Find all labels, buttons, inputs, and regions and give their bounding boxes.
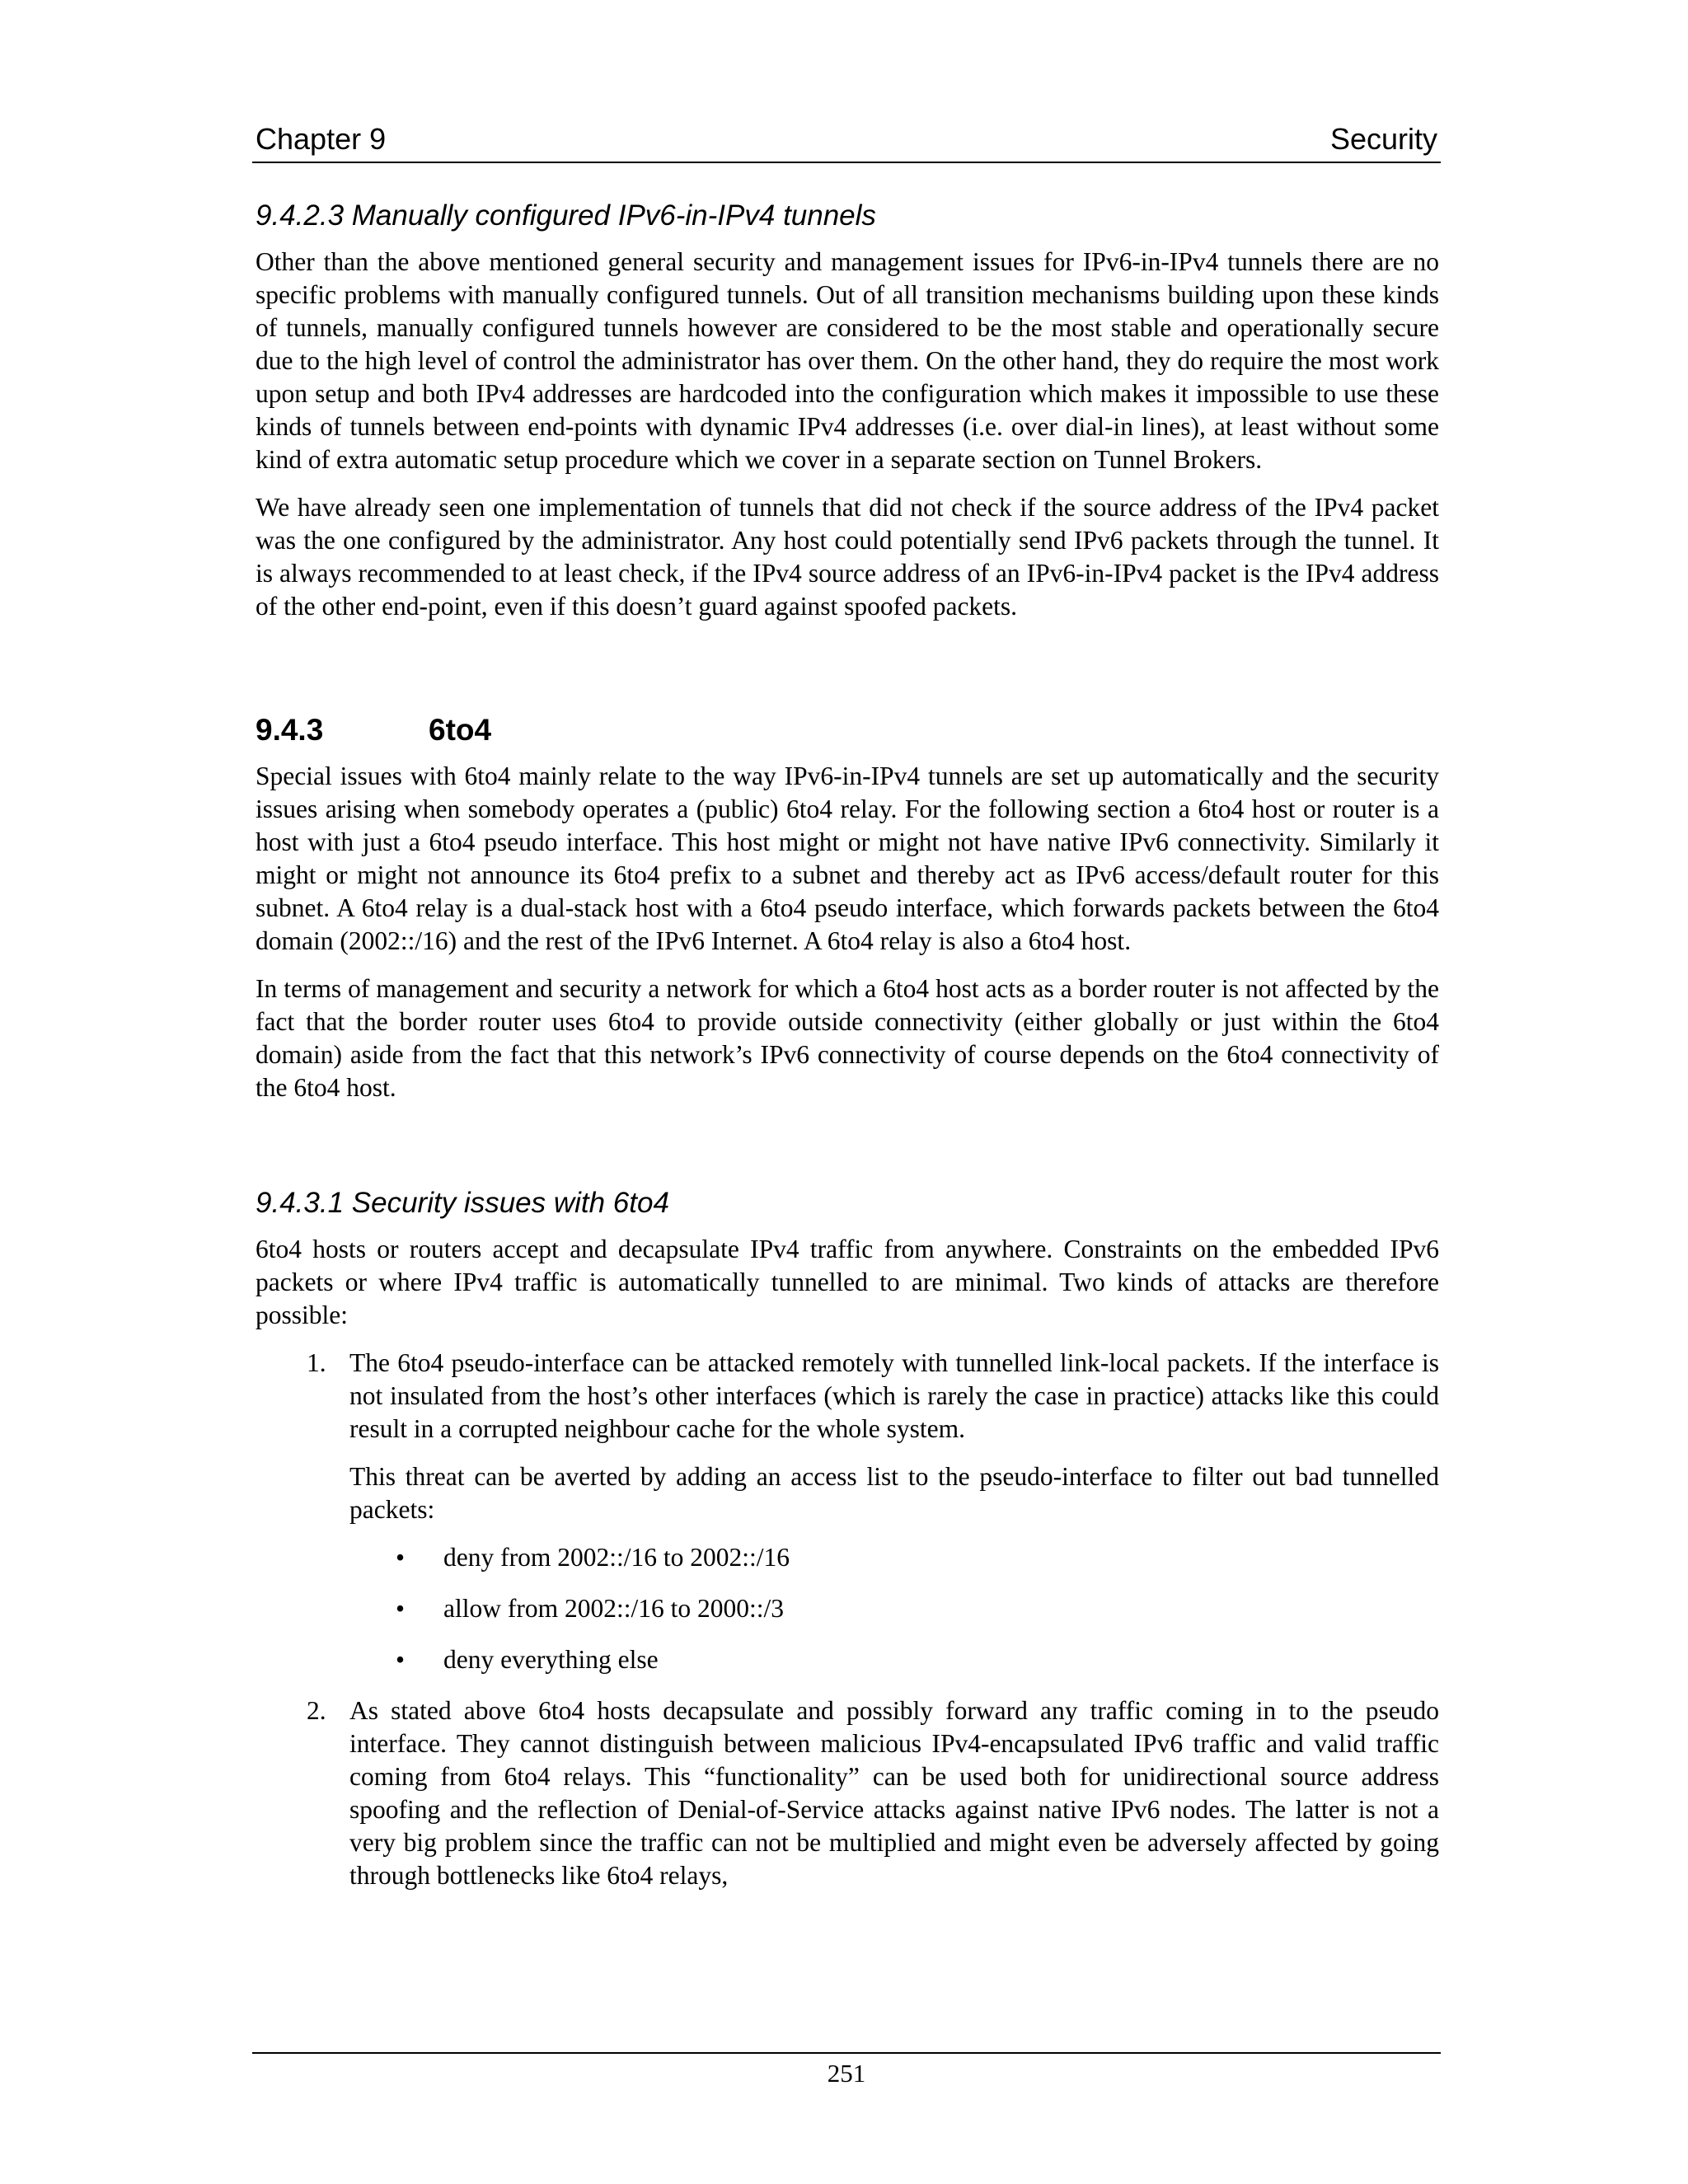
page-number: 251 bbox=[827, 2059, 866, 2088]
attack-list bbox=[256, 1347, 1439, 1892]
bullet-item bbox=[349, 1592, 1439, 1625]
list-item-text: The 6to4 pseudo-interface can be attacked remotely with tunnelled link-local packets. If the interface is not insulated from the host’s other interfaces (which is rarely the case in practice) attacks like this could result in a corrupted neighbour cache for the whole system. bbox=[349, 1348, 1439, 1443]
paragraph: 6to4 hosts or routers accept and decapsulate IPv4 traffic from anywhere. Constraints on the embedded IPv6 packets or where IPv4 traffic is automatically tunnelled to are minimal. Two kinds of attacks are therefore possible: bbox=[256, 1235, 1439, 1329]
paragraph: Special issues with 6to4 mainly relate to the way IPv6-in-IPv4 tunnels are set up automatically and the security issues arising when somebody operates a (public) 6to4 relay. For the following section a 6to4 host or router is a host with just a 6to4 pseudo interface. This host might or might not have native IPv6 connectivity. Similarly it might or might not announce its 6to4 prefix to a subnet and thereby act as IPv6 access/default router for this subnet. A 6to4 relay is a dual-stack host with a 6to4 pseudo interface, which forwards packets between the 6to4 domain (2002::/16) and the rest of the IPv6 Internet. A 6to4 relay is also a 6to4 host. bbox=[256, 762, 1439, 955]
paragraph: We have already seen one implementation of tunnels that did not check if the source address of the IPv4 packet was the one configured by the administrator. Any host could potentially send IPv6 packets through the tunnel. It is always recommended to at least check, if the IPv4 source address of an IPv6-in-IPv4 packet is the IPv4 address of the other end-point, even if this doesn’t guard against spoofed packets. bbox=[256, 493, 1439, 621]
list-item-text: As stated above 6to4 hosts decapsulate and possibly forward any traffic coming in to the pseudo interface. They cannot distinguish between malicious IPv4-encapsulated IPv6 traffic and valid traffic coming from 6to4 relays. This “functionality” can be used both for unidirectional source address spoofing and the reflection of Denial-of-Service attacks against native IPv6 nodes. The latter is not a very big problem since the traffic can not be multiplied and might even be adversely affected by going through bottlenecks like 6to4 relays, bbox=[349, 1696, 1439, 1890]
spacer bbox=[256, 1119, 1439, 1185]
list-item bbox=[256, 1694, 1439, 1892]
section-heading-9-4-2-3: 9.4.2.3 Manually configured IPv6-in-IPv4 tunnels bbox=[256, 199, 876, 232]
bullet-text: allow from 2002::/16 to 2000::/3 bbox=[443, 1594, 784, 1623]
chapter-label: Chapter 9 bbox=[256, 122, 387, 156]
paragraph: Other than the above mentioned general security and management issues for IPv6-in-IPv4 tunnels there are no specific problems with manually configured tunnels. Out of all transition mechanisms building upon these kinds of tunnels, manually configured tunnels however are considered to be the most stable and operationally secure due to the high level of control the administrator has over them. On the other hand, they do require the most work upon setup and both IPv4 addresses are hardcoded into the configuration which makes it impossible to use these kinds of tunnels between end-points with dynamic IPv4 addresses (i.e. over dial-in lines), at least without some kind of extra automatic setup procedure which we cover in a separate section on Tunnel Brokers. bbox=[256, 247, 1439, 474]
running-header bbox=[252, 120, 1441, 163]
bullet-text: deny everything else bbox=[443, 1645, 659, 1674]
bullet-icon: • bbox=[396, 1594, 406, 1623]
access-list-rules bbox=[349, 1541, 1439, 1676]
page-footer bbox=[252, 2052, 1441, 2088]
bullet-item bbox=[349, 1643, 1439, 1676]
bullet-item bbox=[349, 1541, 1439, 1574]
spacer bbox=[256, 638, 1439, 712]
list-item-text: This threat can be averted by adding an access list to the pseudo-interface to filter out bad tunnelled packets: bbox=[349, 1462, 1439, 1524]
list-marker: 1. bbox=[307, 1348, 326, 1377]
section-number: 9.4.3 bbox=[256, 713, 324, 747]
paragraph: In terms of management and security a network for which a 6to4 host acts as a border router is not affected by the fact that the border router uses 6to4 to provide outside connectivity (either globally or just within the 6to4 domain) aside from the fact that this network’s IPv6 connectivity of course depends on the 6to4 connectivity of the 6to4 host. bbox=[256, 974, 1439, 1102]
bullet-text: deny from 2002::/16 to 2002::/16 bbox=[443, 1543, 790, 1572]
section-title: 6to4 bbox=[429, 713, 492, 747]
chapter-title: Security bbox=[1329, 122, 1437, 156]
bullet-icon: • bbox=[396, 1543, 406, 1572]
bullet-icon: • bbox=[396, 1645, 406, 1674]
page-content bbox=[256, 198, 1439, 1907]
list-marker: 2. bbox=[307, 1696, 326, 1725]
section-heading-9-4-3-1: 9.4.3.1 Security issues with 6to4 bbox=[256, 1187, 669, 1219]
section-heading-9-4-3 bbox=[256, 712, 1439, 748]
list-item bbox=[256, 1347, 1439, 1676]
